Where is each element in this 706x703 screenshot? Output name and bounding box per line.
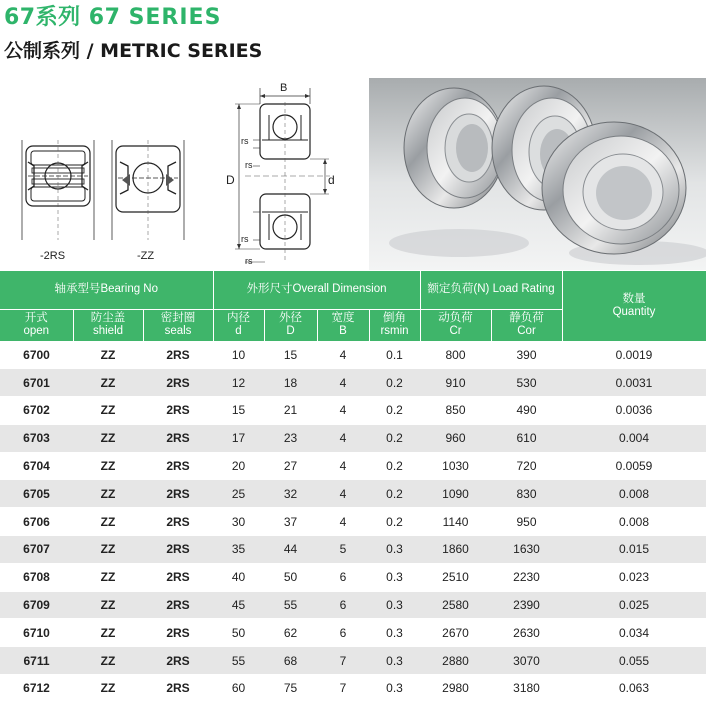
cell-model: 6704	[0, 452, 73, 480]
cell-quantity: 0.015	[562, 536, 706, 564]
table-row	[0, 452, 706, 480]
subheader-static-load	[491, 309, 562, 341]
dim-label-rs-3: rs	[241, 234, 249, 244]
cell-model: 6702	[0, 397, 73, 425]
cell-chamfer: 0.3	[369, 647, 420, 675]
cell-width-b: 4	[317, 424, 369, 452]
cell-chamfer: 0.3	[369, 536, 420, 564]
bearings-product-photo	[369, 78, 706, 270]
subheader-en: Cor	[517, 325, 536, 337]
cell-outer-d: 37	[264, 508, 317, 536]
cell-quantity: 0.004	[562, 424, 706, 452]
cell-cor: 3180	[491, 675, 562, 703]
subheader-shield	[73, 309, 143, 341]
cell-width-b: 6	[317, 591, 369, 619]
cell-cr: 1030	[420, 452, 491, 480]
table-row	[0, 536, 706, 564]
cell-model: 6706	[0, 508, 73, 536]
cell-width-b: 4	[317, 480, 369, 508]
cell-quantity: 0.023	[562, 563, 706, 591]
cell-width-b: 7	[317, 647, 369, 675]
cell-shield: ZZ	[73, 452, 143, 480]
cell-shield: ZZ	[73, 424, 143, 452]
cell-seals: 2RS	[143, 563, 213, 591]
subheader-cn: 密封圈	[160, 312, 196, 324]
dim-label-rs-2: rs	[245, 160, 253, 170]
cell-model: 6705	[0, 480, 73, 508]
cell-outer-d: 18	[264, 369, 317, 397]
cell-chamfer: 0.2	[369, 452, 420, 480]
table-row	[0, 675, 706, 703]
cell-inner-d: 50	[213, 619, 264, 647]
cell-cor: 2630	[491, 619, 562, 647]
cell-chamfer: 0.1	[369, 341, 420, 369]
cell-cr: 2980	[420, 675, 491, 703]
cell-seals: 2RS	[143, 341, 213, 369]
table-row	[0, 508, 706, 536]
cell-cor: 720	[491, 452, 562, 480]
cell-chamfer: 0.2	[369, 424, 420, 452]
cell-model: 6710	[0, 619, 73, 647]
cell-shield: ZZ	[73, 536, 143, 564]
cell-quantity: 0.055	[562, 647, 706, 675]
cell-cor: 1630	[491, 536, 562, 564]
cell-chamfer: 0.2	[369, 480, 420, 508]
cell-chamfer: 0.3	[369, 563, 420, 591]
subheader-en: shield	[92, 325, 124, 337]
cell-shield: ZZ	[73, 619, 143, 647]
header-load-rating: 额定负荷(N) Load Rating	[420, 271, 562, 309]
subheader-en: d	[235, 325, 242, 337]
subheader-dynamic-load	[420, 309, 491, 341]
table-row	[0, 369, 706, 397]
cell-width-b: 5	[317, 536, 369, 564]
table-row	[0, 563, 706, 591]
cell-inner-d: 25	[213, 480, 264, 508]
cell-outer-d: 15	[264, 341, 317, 369]
cell-seals: 2RS	[143, 424, 213, 452]
table-row	[0, 591, 706, 619]
cell-cor: 2390	[491, 591, 562, 619]
cell-width-b: 4	[317, 397, 369, 425]
cell-width-b: 4	[317, 452, 369, 480]
cell-seals: 2RS	[143, 452, 213, 480]
cell-cr: 2670	[420, 619, 491, 647]
subheader-cn: 静负荷	[509, 312, 544, 324]
label-2rs: -2RS	[40, 250, 66, 262]
cell-shield: ZZ	[73, 675, 143, 703]
cell-inner-d: 10	[213, 341, 264, 369]
subheader-en: Cr	[449, 325, 462, 337]
cell-seals: 2RS	[143, 508, 213, 536]
cell-quantity: 0.008	[562, 508, 706, 536]
subheader-open	[0, 309, 73, 341]
cell-shield: ZZ	[73, 397, 143, 425]
cell-width-b: 4	[317, 369, 369, 397]
cell-quantity: 0.008	[562, 480, 706, 508]
cell-inner-d: 17	[213, 424, 264, 452]
label-zz: -ZZ	[137, 250, 155, 262]
cell-cr: 2510	[420, 563, 491, 591]
cell-inner-d: 55	[213, 647, 264, 675]
table-row	[0, 480, 706, 508]
table-row	[0, 397, 706, 425]
subheader-cn: 防尘盖	[90, 312, 126, 324]
subheader-width-b	[317, 309, 369, 341]
dim-label-rs-4: rs	[245, 256, 253, 266]
subheader-chamfer	[369, 309, 420, 341]
cell-quantity: 0.063	[562, 675, 706, 703]
subheader-cn: 倒角	[383, 312, 406, 324]
cell-cr: 1140	[420, 508, 491, 536]
cell-inner-d: 45	[213, 591, 264, 619]
bearing-2rs-drawing	[18, 140, 98, 240]
cell-quantity: 0.0059	[562, 452, 706, 480]
cell-cor: 2230	[491, 563, 562, 591]
table-body	[0, 341, 706, 702]
subheader-cn: 内径	[227, 312, 250, 324]
cell-cor: 830	[491, 480, 562, 508]
cell-quantity: 0.0019	[562, 341, 706, 369]
cell-width-b: 7	[317, 675, 369, 703]
subheader-cn: 宽度	[331, 312, 355, 324]
cell-outer-d: 68	[264, 647, 317, 675]
cell-inner-d: 15	[213, 397, 264, 425]
cell-cor: 490	[491, 397, 562, 425]
subheader-en: B	[339, 325, 347, 337]
cell-cr: 1090	[420, 480, 491, 508]
cell-model: 6711	[0, 647, 73, 675]
cell-model: 6709	[0, 591, 73, 619]
cell-shield: ZZ	[73, 591, 143, 619]
cell-seals: 2RS	[143, 397, 213, 425]
subheader-cn: 外径	[279, 312, 302, 324]
cell-model: 6703	[0, 424, 73, 452]
dim-label-D: D	[226, 173, 235, 187]
cell-quantity: 0.025	[562, 591, 706, 619]
cell-outer-d: 27	[264, 452, 317, 480]
header-quantity	[562, 271, 706, 341]
cell-quantity: 0.0031	[562, 369, 706, 397]
cell-width-b: 6	[317, 619, 369, 647]
cell-shield: ZZ	[73, 369, 143, 397]
header-bearing-no: 轴承型号Bearing No	[0, 271, 213, 309]
cell-cor: 610	[491, 424, 562, 452]
cell-seals: 2RS	[143, 591, 213, 619]
cell-chamfer: 0.3	[369, 675, 420, 703]
header-overall-dimension: 外形尺寸Overall Dimension	[213, 271, 420, 309]
cell-model: 6701	[0, 369, 73, 397]
cell-outer-d: 44	[264, 536, 317, 564]
cell-cr: 850	[420, 397, 491, 425]
cell-outer-d: 23	[264, 424, 317, 452]
table-row	[0, 341, 706, 369]
cell-model: 6712	[0, 675, 73, 703]
cell-cr: 910	[420, 369, 491, 397]
subheader-en: rsmin	[380, 325, 409, 337]
cell-seals: 2RS	[143, 536, 213, 564]
dim-label-rs-1: rs	[241, 136, 249, 146]
subheader-outer-d	[264, 309, 317, 341]
cell-cor: 3070	[491, 647, 562, 675]
cell-cr: 960	[420, 424, 491, 452]
cell-outer-d: 21	[264, 397, 317, 425]
table-row	[0, 424, 706, 452]
cell-cor: 530	[491, 369, 562, 397]
header-quantity-cn: 数量	[622, 292, 646, 305]
subheader-cn: 动负荷	[438, 312, 473, 324]
bearing-zz-drawing	[108, 140, 188, 240]
cell-seals: 2RS	[143, 369, 213, 397]
cell-cr: 2880	[420, 647, 491, 675]
subheader-en: D	[286, 325, 295, 337]
cell-seals: 2RS	[143, 619, 213, 647]
cell-shield: ZZ	[73, 480, 143, 508]
cell-model: 6708	[0, 563, 73, 591]
cell-cor: 390	[491, 341, 562, 369]
cell-cr: 800	[420, 341, 491, 369]
title-prefix: 67系列 67	[4, 5, 129, 30]
subheader-en: seals	[164, 325, 192, 337]
page-title	[4, 0, 221, 31]
cell-cor: 950	[491, 508, 562, 536]
cell-chamfer: 0.2	[369, 508, 420, 536]
cell-outer-d: 32	[264, 480, 317, 508]
cell-chamfer: 0.2	[369, 369, 420, 397]
cell-cr: 2580	[420, 591, 491, 619]
cell-chamfer: 0.3	[369, 591, 420, 619]
cell-seals: 2RS	[143, 480, 213, 508]
cell-width-b: 6	[317, 563, 369, 591]
bearing-spec-table	[0, 271, 706, 703]
cell-inner-d: 12	[213, 369, 264, 397]
cell-width-b: 4	[317, 508, 369, 536]
dim-label-b: B	[280, 82, 288, 94]
table-row	[0, 647, 706, 675]
header-quantity-en: Quantity	[612, 305, 656, 318]
cell-inner-d: 60	[213, 675, 264, 703]
subheader-en: open	[23, 325, 50, 337]
table-row	[0, 619, 706, 647]
cell-inner-d: 20	[213, 452, 264, 480]
cell-chamfer: 0.3	[369, 619, 420, 647]
cell-quantity: 0.0036	[562, 397, 706, 425]
page-subtitle: 公制系列 / METRIC SERIES	[4, 40, 263, 62]
cell-width-b: 4	[317, 341, 369, 369]
cell-chamfer: 0.2	[369, 397, 420, 425]
table-group-header-row	[0, 271, 706, 309]
subheader-inner-d	[213, 309, 264, 341]
cell-inner-d: 35	[213, 536, 264, 564]
cell-quantity: 0.034	[562, 619, 706, 647]
cell-outer-d: 62	[264, 619, 317, 647]
cell-model: 6700	[0, 341, 73, 369]
cell-model: 6707	[0, 536, 73, 564]
cell-outer-d: 75	[264, 675, 317, 703]
cell-shield: ZZ	[73, 508, 143, 536]
cell-seals: 2RS	[143, 675, 213, 703]
cell-inner-d: 30	[213, 508, 264, 536]
cell-cr: 1860	[420, 536, 491, 564]
subheader-cn: 开式	[24, 312, 48, 324]
cell-seals: 2RS	[143, 647, 213, 675]
subheader-seals	[143, 309, 213, 341]
cell-shield: ZZ	[73, 341, 143, 369]
dim-label-d: d	[328, 173, 335, 187]
cell-outer-d: 50	[264, 563, 317, 591]
cell-inner-d: 40	[213, 563, 264, 591]
cell-shield: ZZ	[73, 563, 143, 591]
title-suffix: SERIES	[128, 5, 222, 30]
cell-shield: ZZ	[73, 647, 143, 675]
cell-outer-d: 55	[264, 591, 317, 619]
